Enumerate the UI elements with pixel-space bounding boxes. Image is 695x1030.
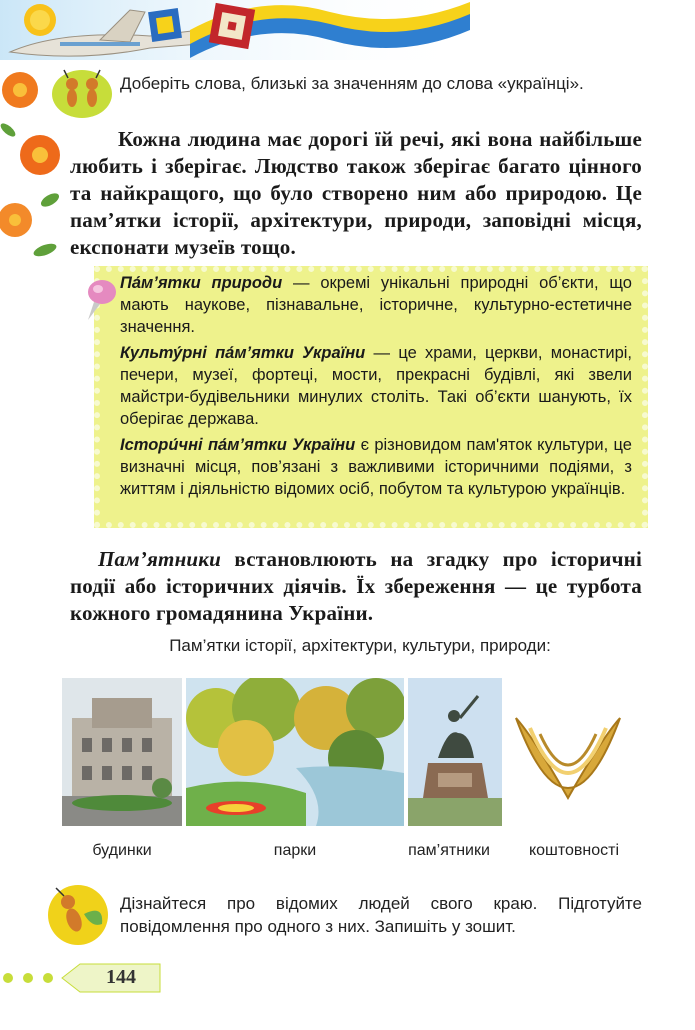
flower-icon — [0, 203, 32, 237]
sun-icon — [24, 4, 56, 36]
definition-term: Культу́рні па́м’ятки України — [120, 344, 366, 362]
photos-caption: Пам’ятки історії, архітектури, культури, природи: — [169, 636, 551, 655]
header-decoration — [0, 0, 470, 70]
photo-monument — [408, 678, 502, 826]
definition-historical — [120, 434, 632, 500]
monuments-paragraph — [70, 546, 642, 627]
pushpin-icon — [78, 276, 122, 324]
monuments-text: встановлюють на згадку про історичні події або історичних діячів. Їх збереження — це турбота кожного громадянина України. — [70, 547, 642, 625]
definition-cultural — [120, 342, 632, 430]
flower-icon — [2, 72, 38, 108]
task1-text: Доберіть слова, близькі за значенням до слова «українці». — [120, 74, 584, 93]
definition-text: — окремі унікальні природні об’єкти, що мають наукове, пізнавальне, історичне, культурно-естетичне значення. — [120, 274, 632, 336]
task2-text: Дізнайтеся про відомих людей свого краю. Підготуйте повідомлення про одного з них. Запишіть у зошит. — [120, 894, 642, 936]
definition-term: Істори́чні па́м’ятки України — [120, 436, 356, 454]
flower-icon — [20, 135, 60, 175]
ant-task-icon — [44, 884, 112, 946]
monuments-term: Пам’ятники — [98, 547, 222, 571]
label-buildings: будинки — [92, 842, 152, 859]
intro-paragraph: Кожна людина має дорогі їй речі, які вона найбільше любить і зберігає. Людство також зберігає багато цінного та найкращого, що було створено ним або природою. Це пам’ятки історії, архітектури, природи, заповідні місця, експонати музеїв тощо. — [70, 127, 642, 259]
page-number: 144 — [106, 966, 136, 988]
ants-task-icon — [50, 66, 114, 120]
definition-term: Па́м’ятки природи — [120, 274, 283, 292]
definition-text: — це храми, церкви, монастирі, печери, музеї, фортеці, мости, прекрасні будівлі, які звели майстри-будівельники минулих століть. Такі об’єкти шанують, їх оберігає держава. — [120, 344, 632, 428]
definitions-list — [120, 272, 632, 504]
photo-building — [62, 678, 182, 826]
page-number-decoration — [0, 958, 170, 998]
definition-text: є різновидом пам'яток культури, це визначні місця, пов’язані з важливими історичними подіями, з життям і діяльністю відомих осіб, побутом та культурою українців. — [120, 436, 632, 498]
label-monuments: пам’ятники — [408, 842, 490, 859]
label-parks: парки — [273, 842, 317, 859]
label-jewelry: коштовності — [528, 842, 620, 859]
definition-nature — [120, 272, 632, 338]
photo-park — [186, 678, 404, 826]
photo-jewelry — [506, 678, 630, 826]
